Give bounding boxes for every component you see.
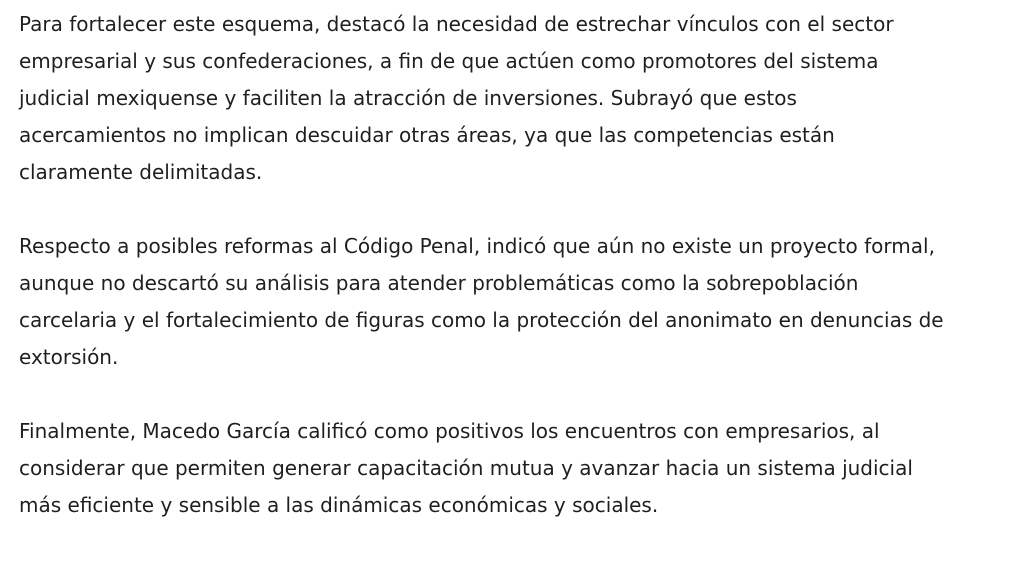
text-line: aunque no descartó su análisis para atender problemáticas como la sobrepoblación (19, 271, 859, 295)
text-line: Para fortalecer este esquema, destacó la necesidad de estrechar vínculos con el sector (19, 12, 894, 36)
paragraph-business-sector (19, 6, 1019, 191)
text-line: Respecto a posibles reformas al Código Penal, indicó que aún no existe un proyecto formal, (19, 234, 935, 258)
text-line: claramente delimitadas. (19, 160, 263, 184)
text-line: empresarial y sus confederaciones, a fin de que actúen como promotores del sistema (19, 49, 879, 73)
article-body (19, 6, 1019, 561)
text-line: considerar que permiten generar capacitación mutua y avanzar hacia un sistema judicial (19, 456, 913, 480)
paragraph-penal-code (19, 228, 1019, 376)
text-line: judicial mexiquense y faciliten la atracción de inversiones. Subrayó que estos (19, 86, 797, 110)
text-line: Finalmente, Macedo García calificó como positivos los encuentros con empresarios, al (19, 419, 880, 443)
text-line: más eficiente y sensible a las dinámicas económicas y sociales. (19, 493, 659, 517)
text-line: carcelaria y el fortalecimiento de figuras como la protección del anonimato en denuncias de (19, 308, 944, 332)
paragraph-conclusion (19, 413, 1019, 524)
text-line: extorsión. (19, 345, 119, 369)
text-line: acercamientos no implican descuidar otras áreas, ya que las competencias están (19, 123, 835, 147)
